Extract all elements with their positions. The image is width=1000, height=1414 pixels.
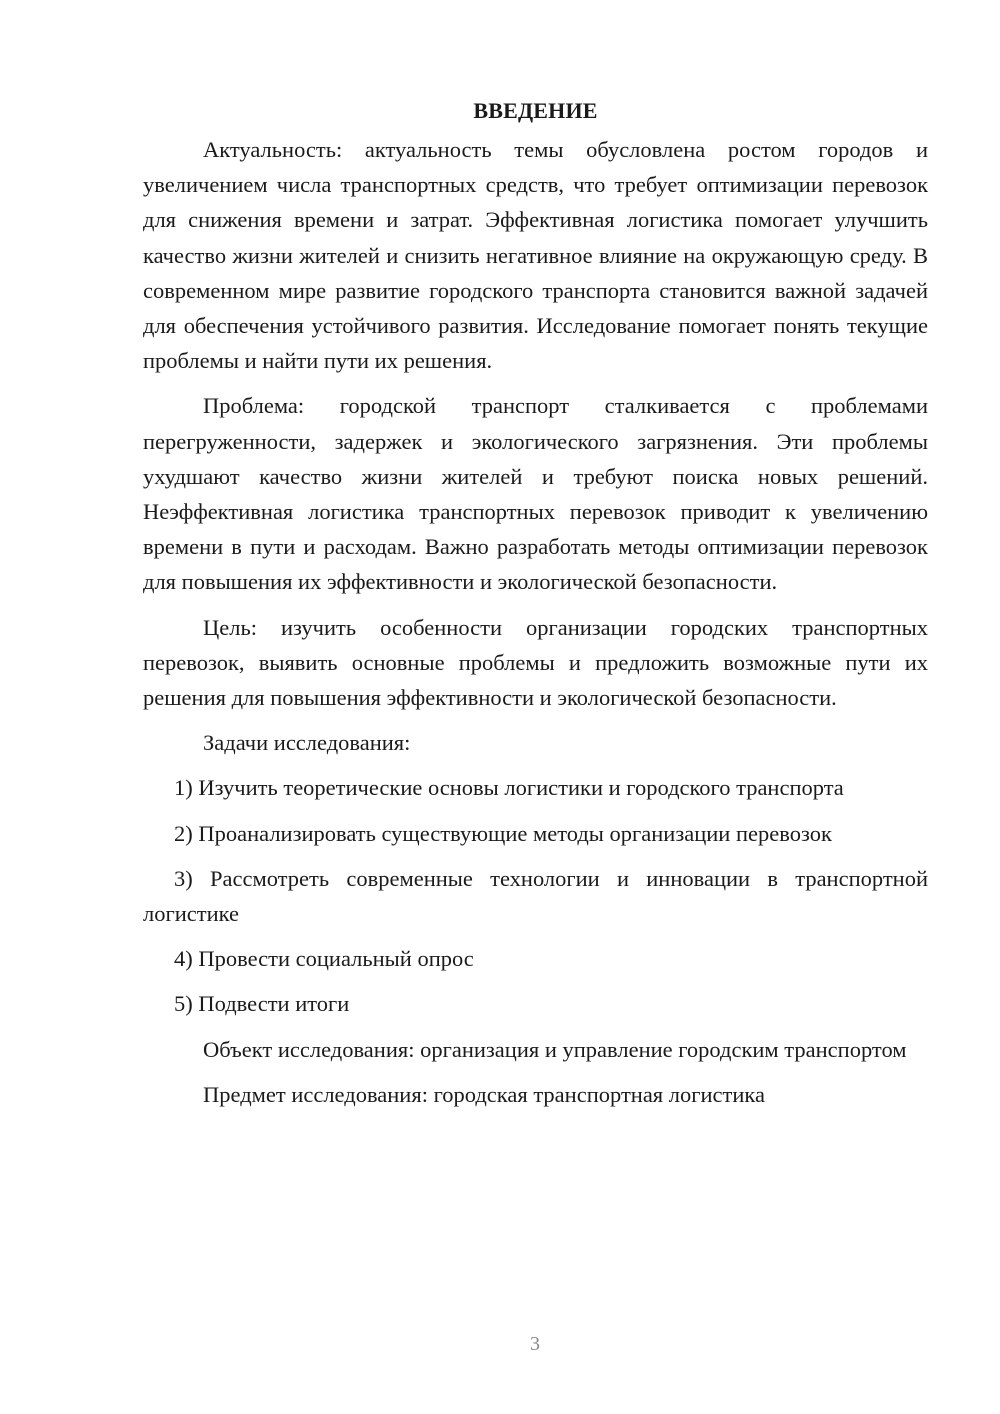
page-number: 3	[530, 1333, 540, 1355]
relevance-paragraph: Актуальность: актуальность темы обусловлена ростом городов и увеличением числа транспортных средств, что требует оптимизации перевозок для снижения времени и затрат. Эффективная логистика помогает улучшить качество жизни жителей и снизить негативное влияние на окружающую среду. В современном мире развитие городского транспорта становится важной задачей для обеспечения устойчивого развития. Исследование помогает понять текущие проблемы и найти пути их решения.	[143, 137, 928, 374]
document-page	[143, 96, 928, 1122]
task-item: 2) Проанализировать существующие методы организации перевозок	[174, 820, 832, 846]
task-item: 1) Изучить теоретические основы логистики и городского транспорта	[174, 775, 844, 801]
task-item: 4) Провести социальный опрос	[174, 946, 474, 972]
tasks-heading: Задачи исследования:	[203, 730, 411, 756]
section-heading: ВВЕДЕНИЕ	[473, 98, 598, 123]
problem-paragraph: Проблема: городской транспорт сталкивается с проблемами перегруженности, задержек и экологического загрязнения. Эти проблемы ухудшают качество жизни жителей и требуют поиска новых решений. Неэффективная логистика транспортных перевозок приводит к увеличению времени в пути и расходам. Важно разработать методы оптимизации перевозок для повышения их эффективности и экологической безопасности.	[143, 393, 928, 595]
object-paragraph: Объект исследования: организация и управление городским транспортом	[203, 1036, 907, 1062]
subject-paragraph: Предмет исследования: городская транспортная логистика	[203, 1081, 765, 1107]
goal-paragraph: Цель: изучить особенности организации городских транспортных перевозок, выявить основные проблемы и предложить возможные пути их решения для повышения эффективности и экологической безопасности.	[143, 614, 928, 711]
task-item: 5) Подвести итоги	[174, 991, 350, 1017]
task-item: 3) Рассмотреть современные технологии и инновации в транспортной логистике	[143, 865, 928, 927]
